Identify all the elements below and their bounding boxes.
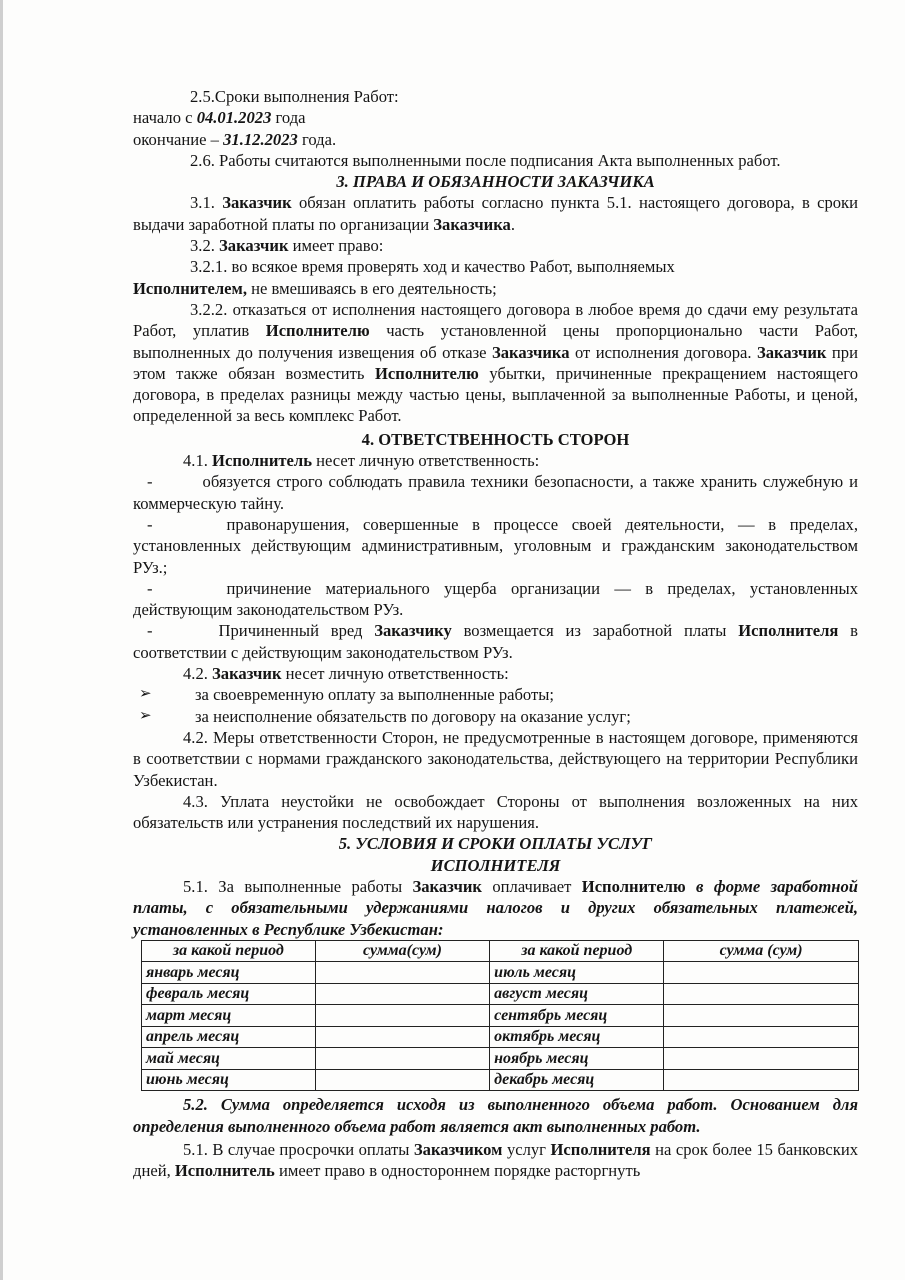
table-cell: ноябрь месяц: [490, 1048, 664, 1070]
table-cell: [315, 1005, 489, 1027]
table-header: за какой период: [490, 940, 664, 962]
table-row: [142, 983, 859, 1005]
clause-2-5-start: начало с 04.01.2023 года: [133, 108, 306, 128]
payment-schedule-table: [141, 940, 859, 1092]
table-header: сумма(сум): [315, 940, 489, 962]
table-row: [142, 1069, 859, 1091]
duty-item-4: - Причиненный вред Заказчику возмещается из заработной платы Исполнителя в соответствии с действующим законодательством РУз.: [133, 621, 859, 662]
table-header: сумма (сум): [664, 940, 859, 962]
table-cell: [664, 1048, 859, 1070]
clause-2-5-title: 2.5.Сроки выполнения Работ:: [190, 87, 399, 106]
clause-4-2: 4.2. Заказчик несет личную ответственность:: [183, 664, 509, 684]
table-cell: май месяц: [142, 1048, 316, 1070]
table-cell: январь месяц: [142, 962, 316, 984]
document-body: [133, 86, 858, 1182]
table-cell: декабрь месяц: [490, 1069, 664, 1091]
duty-item-2: - правонарушения, совершенные в процессе своей деятельности, — в пределах, установленных действующим административным, уголовным и гражданским законодательством РУз.;: [133, 514, 858, 577]
section-3-heading: 3. ПРАВА И ОБЯЗАННОСТИ ЗАКАЗЧИКА: [336, 172, 655, 192]
arrow-bullet-icon: ➢: [139, 686, 152, 703]
table-row: [142, 1026, 859, 1048]
table-cell: [664, 983, 859, 1005]
clause-4-1: 4.1. Исполнитель несет личную ответственность:: [183, 451, 540, 471]
clause-2-6: 2.6. Работы считаются выполненными после подписания Акта выполненных работ.: [190, 150, 781, 170]
table-cell: [315, 983, 489, 1005]
table-row: [142, 1005, 859, 1027]
section-5-heading-line-1: 5. УСЛОВИЯ И СРОКИ ОПЛАТЫ УСЛУГ: [338, 834, 653, 854]
table-cell: [315, 1069, 489, 1091]
table-cell: февраль месяц: [142, 983, 316, 1005]
scan-edge: [0, 0, 3, 1280]
table-cell: [664, 962, 859, 984]
table-cell: [664, 1026, 859, 1048]
table-row: [142, 1048, 859, 1070]
clause-2-5-end: окончание – 31.12.2023 года.: [133, 129, 337, 149]
table-header-row: [142, 940, 859, 962]
duty-item-1: - обязуется строго соблюдать правила техники безопасности, а также хранить служебную и коммерческую тайну.: [133, 472, 858, 513]
table-cell: апрель месяц: [142, 1026, 316, 1048]
table-cell: сентябрь месяц: [490, 1005, 664, 1027]
table-row: [142, 962, 859, 984]
section-5-heading-line-2: ИСПОЛНИТЕЛЯ: [430, 855, 561, 875]
liability-item-1: ➢ за своевременную оплату за выполненные работы;: [133, 684, 858, 705]
table-cell: октябрь месяц: [490, 1026, 664, 1048]
duty-item-3: - причинение материального ущерба организации — в пределах, установленных действующим законодательством РУз.: [133, 578, 858, 620]
clause-3-2: 3.2. Заказчик имеет право:: [190, 236, 384, 256]
arrow-bullet-icon: ➢: [139, 707, 152, 724]
clause-4-3: 4.3. Уплата неустойки не освобождает Стороны от выполнения возложенных на них обязательств или устранения последствий их нарушения.: [133, 791, 858, 833]
table-cell: март месяц: [142, 1005, 316, 1027]
table-cell: [315, 1026, 489, 1048]
clause-5-1: 5.1. За выполненные работы Заказчик оплачивает Исполнителю в форме заработной платы, с обязательными удержаниями налогов и других обязательных платежей, установленных в Республике Узбекистан:: [133, 876, 859, 939]
clause-5-1-late-payment: 5.1. В случае просрочки оплаты Заказчиком услуг Исполнителя на срок более 15 банковских дней, Исполнитель имеет право в одностороннем порядке расторгнуть: [133, 1139, 859, 1181]
table-cell: [315, 1048, 489, 1070]
table-cell: июль месяц: [490, 962, 664, 984]
clause-4-2-measures: 4.2. Меры ответственности Сторон, не предусмотренные в настоящем договоре, применяются в соответствии с нормами гражданского законодательства, действующего на территории Республики Узбекистан.: [133, 727, 858, 790]
liability-item-2: ➢ за неисполнение обязательств по договору на оказание услуг;: [133, 706, 858, 727]
clause-3-2-2: 3.2.2. отказаться от исполнения настоящего договора в любое время до сдачи ему результата Работ, уплатив Исполнителю часть установленной цены пропорционально части Работ, выполненных до получения извещения об отказе Заказчика от исполнения договора. Заказчик при этом также обязан возместить Исполнителю убытки, причиненные прекращением настоящего договора, в пределах разницы между частью цены, выплаченной за выполненные Работы, и ценой, определенной за весь комплекс Работ.: [133, 299, 858, 426]
table-cell: [664, 1005, 859, 1027]
table-cell: июнь месяц: [142, 1069, 316, 1091]
table-header: за какой период: [142, 940, 316, 962]
table-cell: [664, 1069, 859, 1091]
table-cell: [315, 962, 489, 984]
clause-5-2: 5.2. Сумма определяется исходя из выполненного объема работ. Основанием для определения выполненного объема работ является акт выполненных работ.: [133, 1095, 858, 1136]
clause-3-1: 3.1. Заказчик обязан оплатить работы согласно пункта 5.1. настоящего договора, в сроки выдачи заработной платы по организации Заказчика.: [133, 193, 858, 234]
section-4-heading: 4. ОТВЕТСТВЕННОСТЬ СТОРОН: [361, 429, 630, 449]
table-cell: август месяц: [490, 983, 664, 1005]
clause-3-2-1: 3.2.1. во всякое время проверять ход и качество Работ, выполняемых Исполнителем, не вмешиваясь в его деятельность;: [133, 257, 675, 298]
